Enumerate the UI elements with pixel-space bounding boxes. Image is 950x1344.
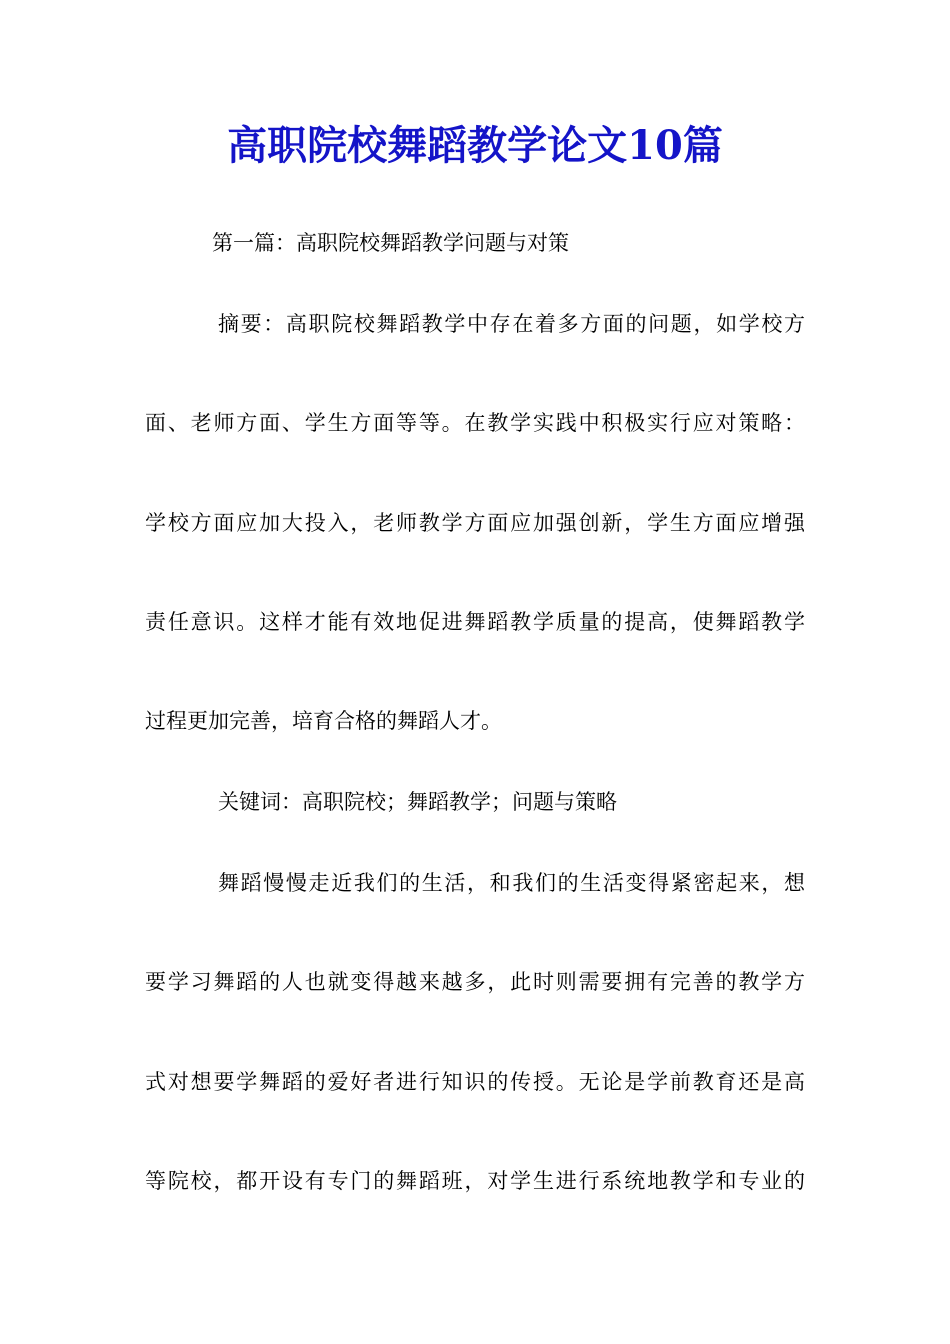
- body-line: 舞蹈慢慢走近我们的生活，和我们的生活变得紧密起来，想: [218, 871, 805, 895]
- keywords-line: 关键词：高职院校；舞蹈教学；问题与策略: [218, 790, 617, 814]
- abstract-line: 摘要：高职院校舞蹈教学中存在着多方面的问题，如学校方: [218, 312, 805, 336]
- abstract-line: 学校方面应加大投入，老师教学方面应加强创新，学生方面应增强: [145, 511, 805, 535]
- abstract-line: 过程更加完善，培育合格的舞蹈人才。: [145, 709, 502, 733]
- document-title: 高职院校舞蹈教学论文10篇: [227, 122, 723, 169]
- body-line: 要学习舞蹈的人也就变得越来越多，此时则需要拥有完善的教学方: [145, 970, 805, 994]
- abstract-line: 面、老师方面、学生方面等等。在教学实践中积极实行应对策略：: [145, 411, 805, 435]
- abstract-line: 责任意识。这样才能有效地促进舞蹈教学质量的提高，使舞蹈教学: [145, 610, 805, 634]
- chapter-heading: 第一篇：高职院校舞蹈教学问题与对策: [212, 231, 569, 255]
- body-line: 等院校，都开设有专门的舞蹈班，对学生进行系统地教学和专业的: [145, 1169, 805, 1193]
- body-line: 式对想要学舞蹈的爱好者进行知识的传授。无论是学前教育还是高: [145, 1070, 805, 1094]
